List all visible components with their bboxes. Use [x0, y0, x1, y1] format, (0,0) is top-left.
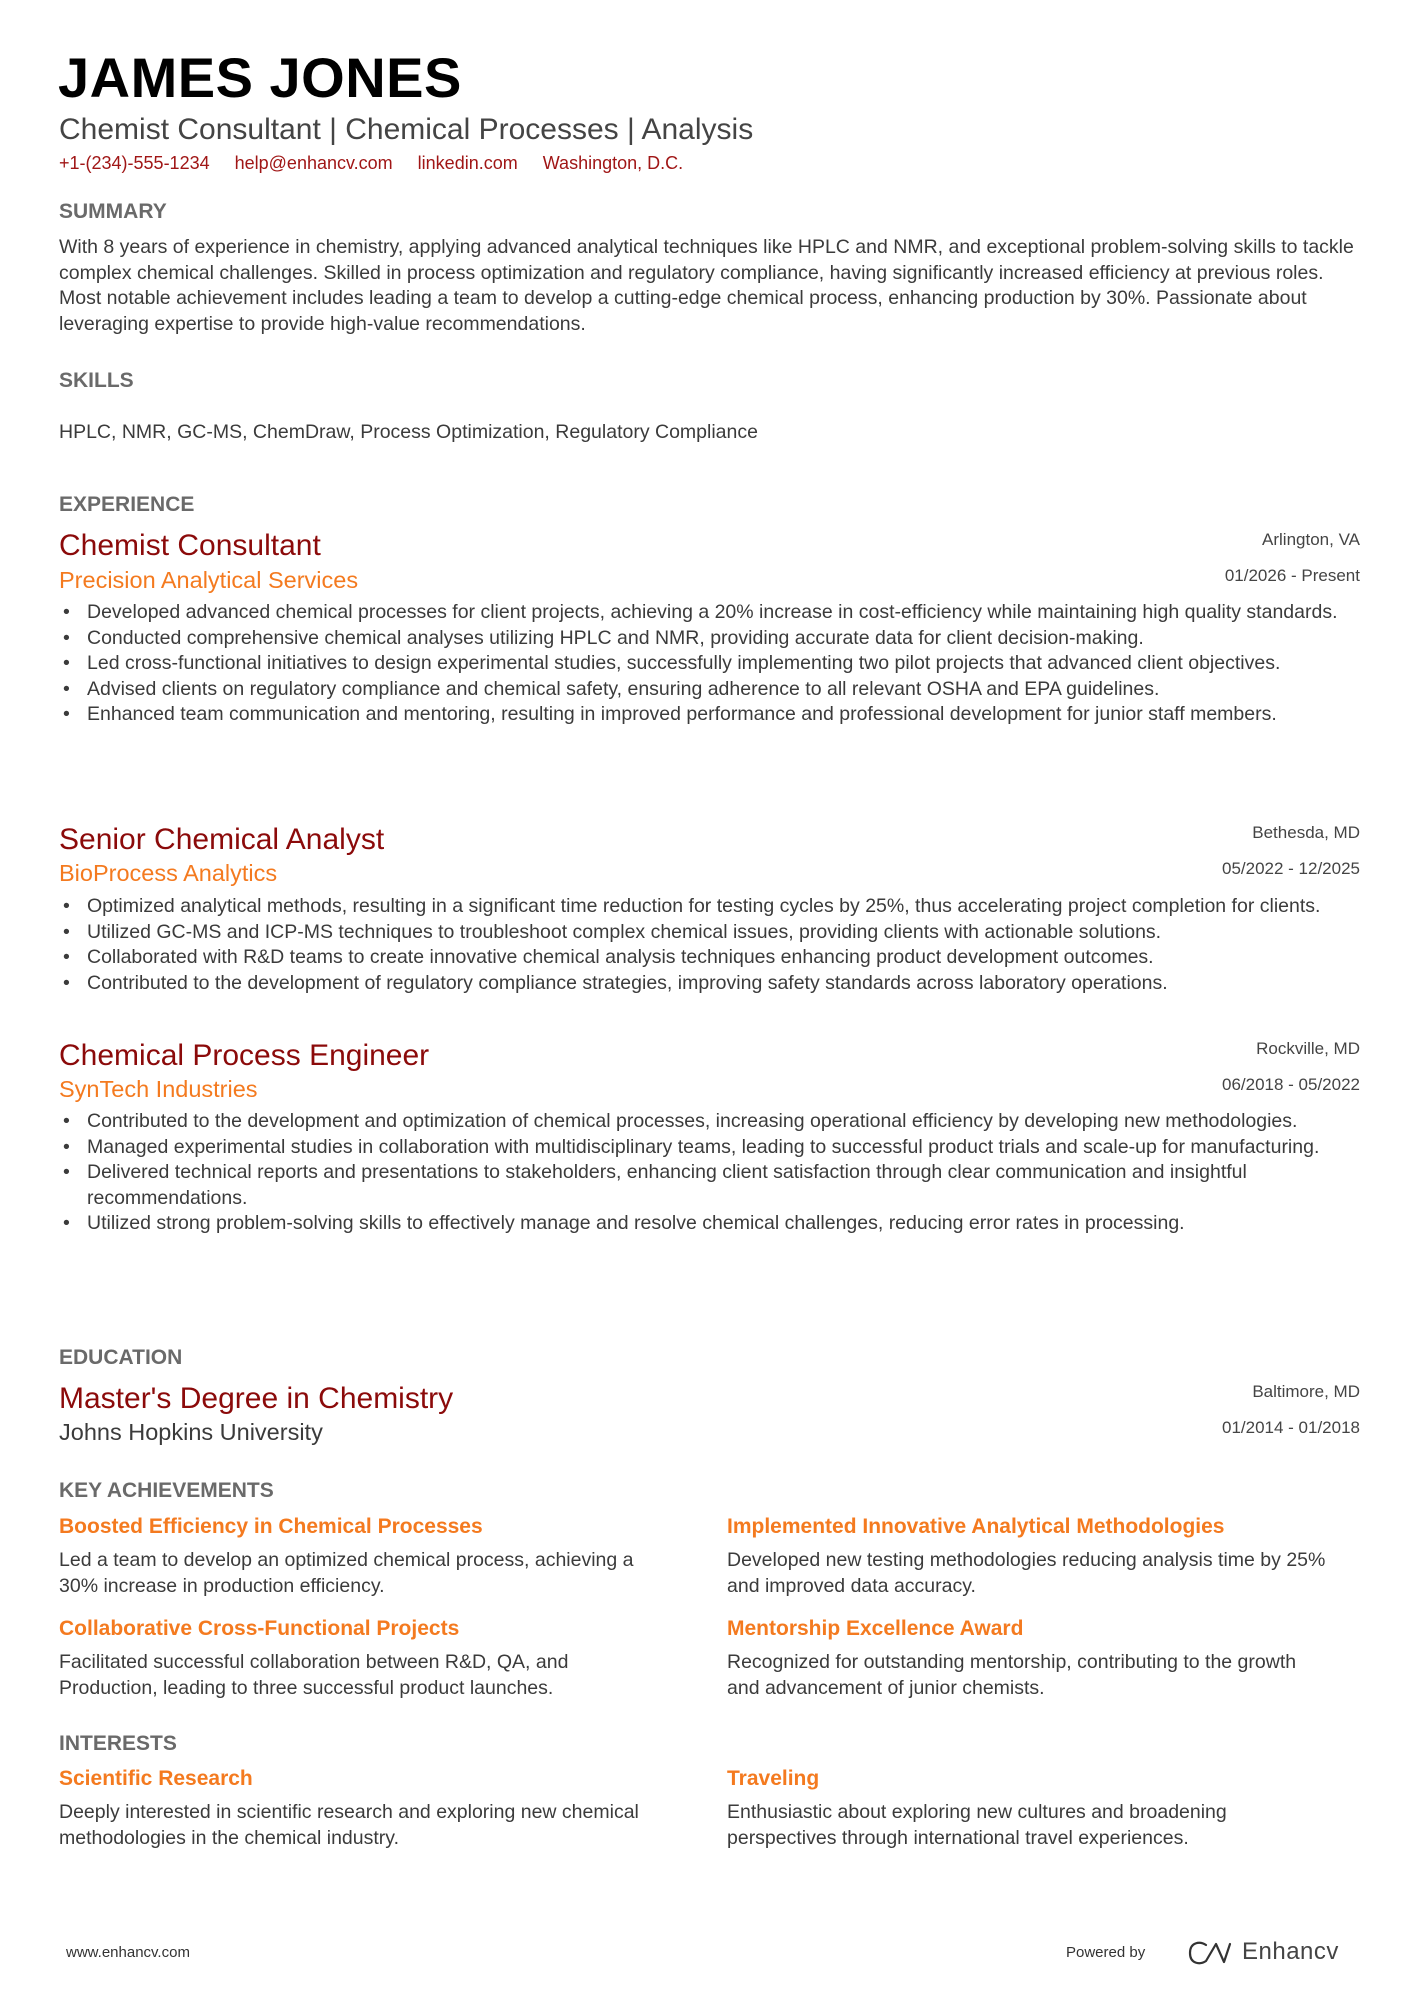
summary-text: With 8 years of experience in chemistry, applying advanced analytical techniques like HPLC and NMR, and exceptional problem-solving skills to tackle complex chemical challenges. Skilled in process optimization and regulatory compliance, having significantly increased efficiency at previous roles. Most notable achievement includes leading a team to develop a cutting-edge chemical process, enhancing production by 30%. Passionate about leveraging expertise to provide high-value recommendations.: [59, 236, 1354, 335]
job-bullet: • Utilized GC-MS and ICP-MS techniques to troubleshoot complex chemical issues, providing clients with actionable solutions.: [87, 920, 1359, 946]
job-dates: 05/2022 - 12/2025: [1221, 859, 1360, 878]
achievement-title: Collaborative Cross-Functional Projects: [59, 1617, 460, 1640]
email-link[interactable]: help@enhancv.com: [234, 153, 393, 173]
interest-title: Traveling: [727, 1767, 820, 1790]
job-bullet: • Contributed to the development and optimization of chemical processes, increasing operational efficiency by developing new methodologies.: [87, 1109, 1359, 1135]
phone-link[interactable]: +1-(234)-555-1234: [59, 153, 210, 173]
job-company: SynTech Industries: [59, 1076, 258, 1102]
candidate-headline: Chemist Consultant | Chemical Processes | Analysis: [59, 113, 754, 146]
job-bullet: • Conducted comprehensive chemical analyses utilizing HPLC and NMR, providing accurate data for client decision-making.: [87, 626, 1359, 652]
achievement-desc: Facilitated successful collaboration between R&D, QA, and Production, leading to three successful product launches.: [59, 1651, 569, 1699]
contact-line: [59, 151, 703, 175]
achievement-desc: Led a team to develop an optimized chemical process, achieving a 30% increase in production efficiency.: [59, 1549, 634, 1597]
achievement-title: Boosted Efficiency in Chemical Processes: [59, 1515, 483, 1538]
job-dates: 01/2026 - Present: [1224, 566, 1360, 585]
job-bullet: • Contributed to the development of regulatory compliance strategies, improving safety standards across laboratory operations.: [87, 971, 1359, 997]
job-title: Senior Chemical Analyst: [59, 823, 385, 856]
school-name: Johns Hopkins University: [59, 1419, 323, 1445]
achievement-item: [59, 1616, 659, 1701]
achievement-title: Mentorship Excellence Award: [727, 1617, 1024, 1640]
job-title: Chemical Process Engineer: [59, 1039, 430, 1072]
job-dates: 06/2018 - 05/2022: [1221, 1075, 1360, 1094]
job-bullet: • Delivered technical reports and presentations to stakeholders, enhancing client satisfaction through clear communication and insightful recommendations.: [87, 1160, 1359, 1211]
job-bullet: • Advised clients on regulatory compliance and chemical safety, ensuring adherence to all relevant OSHA and EPA guidelines.: [87, 677, 1359, 703]
achievement-title: Implemented Innovative Analytical Methodologies: [727, 1515, 1225, 1538]
interest-item: [727, 1766, 1327, 1851]
job-bullets: [59, 600, 1359, 728]
achievements-heading: KEY ACHIEVEMENTS: [59, 1479, 274, 1502]
enhancv-logo-icon: [1186, 1940, 1234, 1966]
achievement-desc: Developed new testing methodologies reducing analysis time by 25% and improved data accuracy.: [727, 1549, 1326, 1597]
linkedin-link[interactable]: linkedin.com: [417, 153, 518, 173]
job-bullet: • Enhanced team communication and mentoring, resulting in improved performance and professional development for junior staff members.: [87, 702, 1359, 728]
footer-website-link[interactable]: www.enhancv.com: [66, 1944, 190, 1961]
candidate-name: JAMES JONES: [58, 46, 462, 109]
job-company: Precision Analytical Services: [59, 567, 359, 593]
enhancv-brand-text[interactable]: Enhancv: [1242, 1938, 1339, 1965]
powered-by-label: Powered by: [1066, 1944, 1146, 1961]
job-company: BioProcess Analytics: [59, 860, 278, 886]
location-text: Washington, D.C.: [542, 153, 684, 173]
job-bullets: [59, 1109, 1359, 1237]
education-heading: EDUCATION: [59, 1346, 183, 1369]
skills-heading: SKILLS: [59, 369, 134, 392]
achievement-desc: Recognized for outstanding mentorship, contributing to the growth and advancement of junior chemists.: [727, 1651, 1297, 1699]
job-bullet: • Managed experimental studies in collaboration with multidisciplinary teams, leading to successful product trials and scale-up for manufacturing.: [87, 1135, 1359, 1161]
interests-heading: INTERESTS: [59, 1732, 177, 1755]
interest-desc: Enthusiastic about exploring new cultures and broadening perspectives through international travel experiences.: [727, 1801, 1227, 1849]
job-location: Rockville, MD: [1256, 1039, 1360, 1058]
achievement-item: [59, 1514, 659, 1599]
education-dates: 01/2014 - 01/2018: [1221, 1418, 1360, 1437]
job-location: Arlington, VA: [1262, 530, 1360, 549]
job-bullets: [59, 894, 1359, 996]
interest-desc: Deeply interested in scientific research and exploring new chemical methodologies in the chemical industry.: [59, 1801, 639, 1849]
interest-title: Scientific Research: [59, 1767, 253, 1790]
experience-heading: EXPERIENCE: [59, 493, 195, 516]
skills-text: HPLC, NMR, GC-MS, ChemDraw, Process Optimization, Regulatory Compliance: [59, 421, 758, 443]
job-bullet: • Developed advanced chemical processes for client projects, achieving a 20% increase in cost-efficiency while maintaining high quality standards.: [87, 600, 1359, 626]
job-title: Chemist Consultant: [59, 529, 321, 562]
achievement-item: [727, 1616, 1327, 1701]
job-bullet: • Optimized analytical methods, resulting in a significant time reduction for testing cycles by 25%, thus accelerating project completion for clients.: [87, 894, 1359, 920]
summary-heading: SUMMARY: [59, 200, 167, 223]
education-location: Baltimore, MD: [1252, 1382, 1360, 1401]
achievement-item: [727, 1514, 1327, 1599]
job-bullet: • Collaborated with R&D teams to create innovative chemical analysis techniques enhancing product development outcomes.: [87, 945, 1359, 971]
job-bullet: • Utilized strong problem-solving skills to effectively manage and resolve chemical challenges, reducing error rates in processing.: [87, 1211, 1359, 1237]
job-bullet: • Led cross-functional initiatives to design experimental studies, successfully implementing two pilot projects that advanced client objectives.: [87, 651, 1359, 677]
interest-item: [59, 1766, 659, 1851]
job-location: Bethesda, MD: [1252, 823, 1360, 842]
degree-title: Master's Degree in Chemistry: [59, 1382, 454, 1415]
